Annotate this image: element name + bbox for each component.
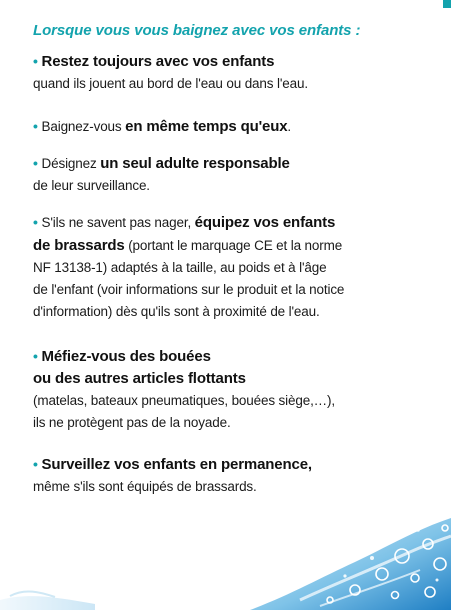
advice-item-3-bold: un seul adulte responsable bbox=[100, 155, 290, 172]
advice-item-4-line-1 bbox=[33, 211, 438, 234]
advice-item-4 bbox=[33, 211, 438, 323]
advice-item-4-line-4: de l'enfant (voir informations sur le produit et la notice bbox=[33, 282, 345, 297]
bullet-icon: • bbox=[33, 348, 38, 364]
advice-item-4-line-2 bbox=[33, 234, 438, 257]
bullet-icon: • bbox=[33, 53, 38, 69]
advice-item-5 bbox=[33, 345, 438, 434]
advice-item-4-bold: équipez vos enfants bbox=[194, 214, 336, 231]
droplet bbox=[343, 574, 346, 577]
droplet bbox=[370, 556, 374, 560]
advice-item-1 bbox=[33, 50, 438, 95]
droplet bbox=[416, 528, 420, 532]
advice-item-4-line-5: d'information) dès qu'ils sont à proximité de l'eau. bbox=[33, 304, 320, 319]
bullet-icon: • bbox=[33, 456, 38, 472]
bullet-icon: • bbox=[33, 118, 38, 134]
advice-item-6-line-1 bbox=[33, 453, 438, 476]
advice-item-3-line-2: de leur surveillance. bbox=[33, 178, 150, 193]
corner-accent-mark bbox=[443, 0, 451, 8]
droplet bbox=[436, 579, 439, 582]
advice-item-4-text-2: (portant le marquage CE et la norme bbox=[124, 238, 343, 253]
advice-item-2-text: Baignez-vous bbox=[41, 119, 126, 134]
advice-item-1-bold: Restez toujours avec vos enfants bbox=[41, 53, 275, 70]
bullet-icon: • bbox=[33, 155, 38, 171]
advice-item-2-period: . bbox=[287, 119, 292, 134]
advice-item-4-line-3: NF 13138-1) adaptés à la taille, au poids et à l'âge bbox=[33, 260, 327, 275]
advice-item-3 bbox=[33, 152, 438, 197]
advice-item-3-line-1 bbox=[33, 152, 438, 175]
section-heading: Lorsque vous vous baignez avec vos enfants : bbox=[33, 22, 361, 39]
advice-item-6-line-2: même s'ils sont équipés de brassards. bbox=[33, 479, 257, 494]
advice-item-5-line-4: ils ne protègent pas de la noyade. bbox=[33, 415, 231, 430]
advice-item-3-text: Désignez bbox=[41, 156, 101, 171]
bullet-icon: • bbox=[33, 214, 38, 230]
advice-item-6 bbox=[33, 453, 438, 498]
advice-item-5-line-2: ou des autres articles flottants bbox=[33, 370, 246, 387]
advice-item-5-bold: Méfiez-vous des bouées bbox=[41, 348, 211, 365]
advice-item-2-bold: en même temps qu'eux bbox=[125, 118, 288, 135]
advice-item-1-line-2: quand ils jouent au bord de l'eau ou dans l'eau. bbox=[33, 76, 308, 91]
advice-item-2-line-1 bbox=[33, 115, 438, 138]
left-splash-shape bbox=[0, 596, 95, 610]
advice-item-4-text: S'ils ne savent pas nager, bbox=[41, 215, 195, 230]
advice-item-5-line-3: (matelas, bateaux pneumatiques, bouées siège,…), bbox=[33, 393, 335, 408]
advice-item-1-line-1 bbox=[33, 50, 438, 73]
advice-item-2 bbox=[33, 115, 438, 138]
advice-item-4-bold-2: de brassards bbox=[33, 237, 125, 254]
water-splash-illustration bbox=[0, 500, 451, 610]
advice-item-6-bold: Surveillez vos enfants en permanence, bbox=[41, 456, 312, 473]
advice-item-5-line-1 bbox=[33, 345, 438, 368]
